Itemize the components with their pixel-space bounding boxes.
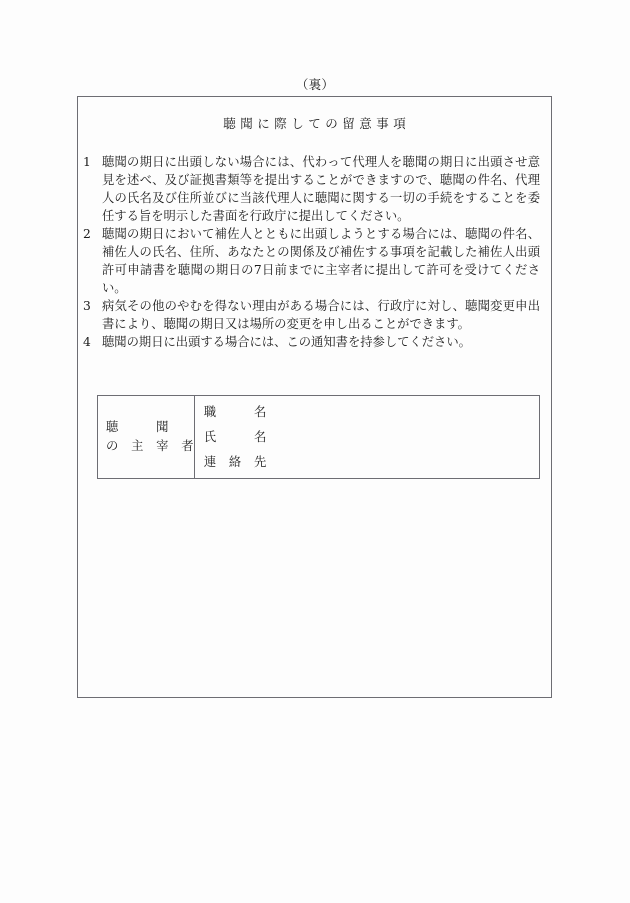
chairperson-label-cell bbox=[98, 396, 195, 478]
chairperson-label-line-2: の 主 宰 者 bbox=[106, 439, 194, 453]
document-frame bbox=[77, 96, 552, 698]
notice-number: 1 bbox=[83, 155, 91, 169]
notice-text: 聴聞の期日に出頭しない場合には、代わって代理人を聴聞の期日に出頭させ意見を述べ、及び証拠書類等を提出することができますので、聴聞の件名、代理人の氏名及び住所並びに当該代理人に聴聞に関する一切の手続をすることを委任する旨を明示した書面を行政庁に提出してください。 bbox=[102, 155, 540, 223]
notice-number: 4 bbox=[83, 335, 91, 349]
chairperson-table bbox=[97, 395, 540, 479]
notice-number: 2 bbox=[83, 227, 91, 241]
notice-item-1 bbox=[83, 153, 540, 225]
notice-list bbox=[83, 153, 540, 351]
notice-text: 病気その他のやむを得ない理由がある場合には、行政庁に対し、聴聞変更申出書により、聴聞の期日又は場所の変更を申し出ることができます。 bbox=[102, 299, 540, 331]
field-label-contact: 連 絡 先 bbox=[203, 454, 267, 469]
notice-text: 聴聞の期日において補佐人とともに出頭しようとする場合には、聴聞の件名、補佐人の氏名、住所、あなたとの関係及び補佐する事項を記載した補佐人出頭許可申請書を聴聞の期日の7日前までに主宰者に提出して許可を受けてください。 bbox=[102, 227, 540, 295]
notice-number: 3 bbox=[83, 299, 91, 313]
page-title: 聴聞に際しての留意事項 bbox=[223, 116, 411, 131]
field-label-name: 氏 名 bbox=[203, 429, 267, 444]
field-label-job-title: 職 名 bbox=[203, 405, 267, 420]
notice-text: 聴聞の期日に出頭する場合には、この通知書を持参してください。 bbox=[102, 335, 471, 349]
notice-item-3 bbox=[83, 297, 540, 333]
notice-item-2 bbox=[83, 225, 540, 297]
notice-item-4 bbox=[83, 333, 540, 351]
page-side-marker: （裏） bbox=[295, 77, 335, 92]
chairperson-label-line-1: 聴 聞 bbox=[106, 420, 169, 434]
chairperson-fields-cell bbox=[195, 396, 539, 478]
